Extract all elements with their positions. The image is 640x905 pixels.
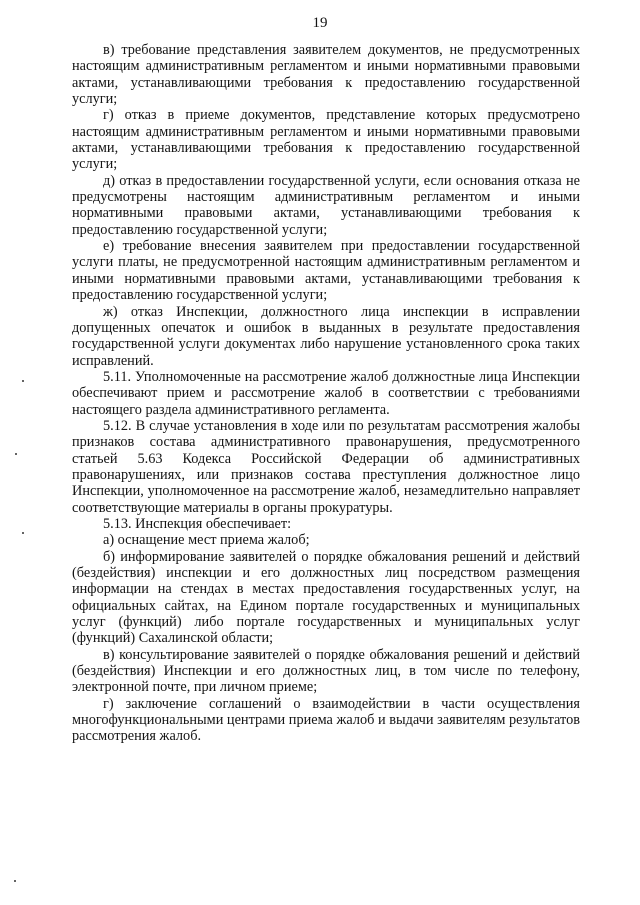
paragraph-item-d: д) отказ в предоставлении государственной услуги, если основания отказа не предусмотрены настоящим административным регламентом и иными нормативными правовыми актами, устанавливающими требования к предоставлению государственной услуги;	[72, 172, 580, 238]
scan-mark	[15, 453, 17, 455]
paragraph-5-13-a: а) оснащение мест приема жалоб;	[103, 532, 310, 549]
scan-mark	[22, 532, 24, 534]
paragraph-item-v: в) требование представления заявителем документов, не предусмотренных настоящим административным регламентом и иными нормативными правовыми актами, устанавливающими требования к предоставлению государственной услуги;	[72, 42, 580, 108]
scan-mark	[22, 380, 24, 382]
page-number: 19	[312, 15, 328, 31]
scan-mark	[14, 880, 16, 882]
document-body	[72, 42, 580, 745]
paragraph-5-13-g: г) заключение соглашений о взаимодействии в части осуществления многофункциональными центрами приема жалоб и выдачи заявителям результатов рассмотрения жалоб.	[72, 695, 580, 745]
paragraph-5-13: 5.13. Инспекция обеспечивает:	[103, 515, 292, 532]
paragraph-item-zh: ж) отказ Инспекции, должностного лица инспекции в исправлении допущенных опечаток и ошибок в выданных в результате предоставления государственной услуги документах либо нарушение установленного срока таких исправлений.	[72, 303, 580, 369]
paragraph-item-g: г) отказ в приеме документов, представление которых предусмотрено настоящим административным регламентом и иными нормативными правовыми актами, устанавливающими требования к предоставлению государственной услуги;	[72, 107, 580, 173]
paragraph-5-13-b: б) информирование заявителей о порядке обжалования решений и действий (бездействия) инспекции и его должностных лиц посредством размещения информации на стендах в местах предоставления государственных услуг, на официальных сайтах, на Едином портале государственных и муниципальных услуг (функций) либо портале государственных и муниципальных услуг (функций) Сахалинской области;	[72, 548, 580, 647]
paragraph-5-12: 5.12. В случае установления в ходе или по результатам рассмотрения жалобы признаков состава административного правонарушения, предусмотренного статьей 5.63 Кодекса Российской Федерации об административных правонарушениях, или признаков состава преступления должностное лицо Инспекции, уполномоченное на рассмотрение жалоб, незамедлительно направляет соответствующие материалы в органы прокуратуры.	[72, 417, 580, 516]
paragraph-5-11: 5.11. Уполномоченные на рассмотрение жалоб должностные лица Инспекции обеспечивают прием и рассмотрение жалоб в соответствии с требованиями настоящего раздела административного регламента.	[72, 368, 580, 418]
paragraph-item-e: е) требование внесения заявителем при предоставлении государственной услуги платы, не предусмотренной настоящим административным регламентом и иными нормативными правовыми актами, устанавливающими требования к предоставлению государственной услуги;	[72, 238, 580, 304]
paragraph-5-13-v: в) консультирование заявителей о порядке обжалования решений и действий (бездействия) Инспекции и его должностных лиц, в том числе по телефону, электронной почте, при личном приеме;	[72, 646, 580, 696]
